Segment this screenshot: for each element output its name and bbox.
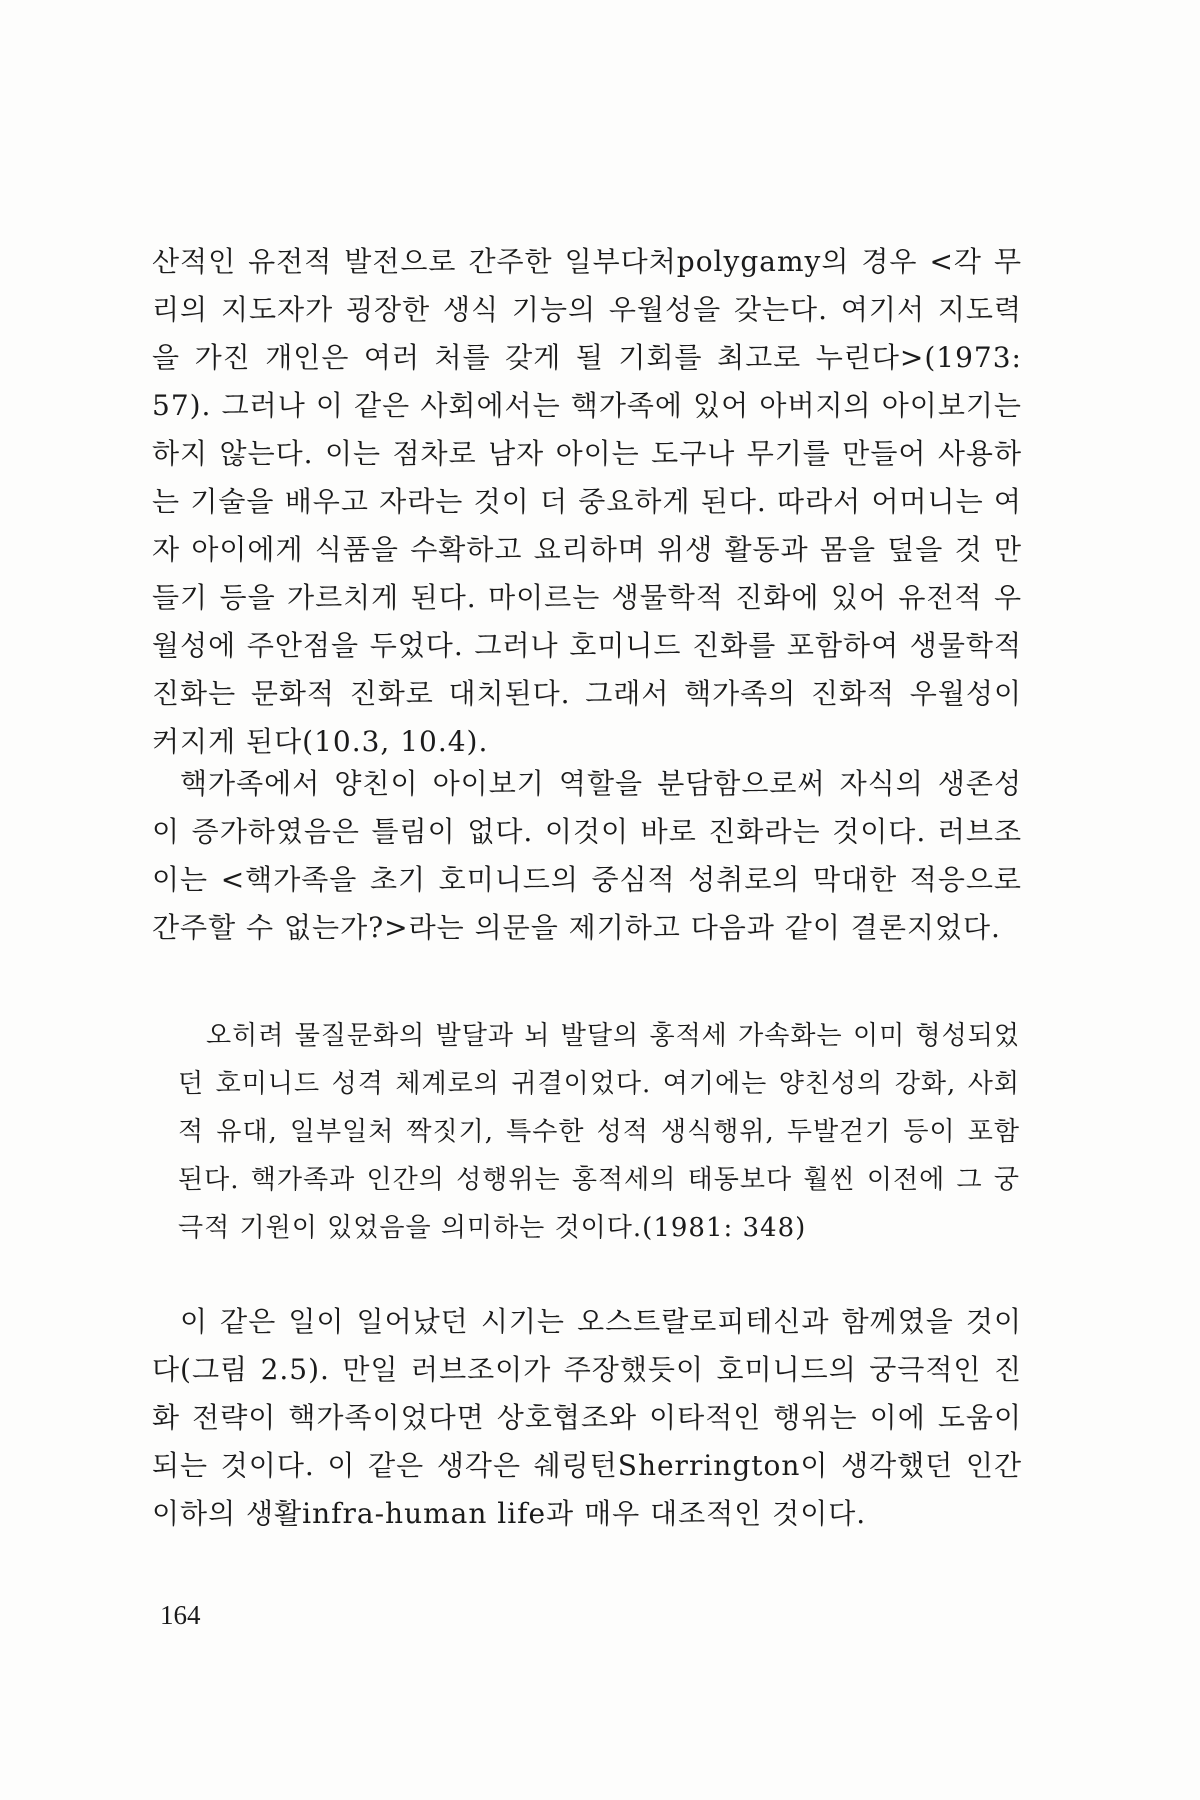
page-number: 164 <box>160 1600 201 1630</box>
body-paragraph-1: 산적인 유전적 발전으로 간주한 일부다처polygamy의 경우 <각 무리의 지도자가 굉장한 생식 기능의 우월성을 갖는다. 여기서 지도력을 가진 개인은 여러 처를 갖게 될 기회를 최고로 누린다>(1973: 57). 그러나 이 같은 사회에서는 핵가족에 있어 아버지의 아이보기는 하지 않는다. 이는 점차로 남자 아이는 도구나 무기를 만들어 사용하는 기술을 배우고 자라는 것이 더 중요하게 된다. 따라서 어머니는 여자 아이에게 식품을 수확하고 요리하며 위생 활동과 몸을 덮을 것 만들기 등을 가르치게 된다. 마이르는 생물학적 진화에 있어 유전적 우월성에 주안점을 두었다. 그러나 호미니드 진화를 포함하여 생물학적 진화는 문화적 진화로 대치된다. 그래서 핵가족의 진화적 우월성이 커지게 된다(10.3, 10.4). <box>152 245 1022 758</box>
body-paragraph-3: 이 같은 일이 일어났던 시기는 오스트랄로피테신과 함께였을 것이다(그림 2.5). 만일 러브조이가 주장했듯이 호미니드의 궁극적인 진화 전략이 핵가족이었다면 상호협조와 이타적인 행위는 이에 도움이 되는 것이다. 이 같은 생각은 쉐링턴Sherrington이 생각했던 인간 이하의 생활infra-human life과 매우 대조적인 것이다. <box>152 1305 1022 1530</box>
block-quote: 오히려 물질문화의 발달과 뇌 발달의 홍적세 가속화는 이미 형성되었던 호미니드 성격 체계로의 귀결이었다. 여기에는 양친성의 강화, 사회적 유대, 일부일처 짝짓기, 특수한 성적 생식행위, 두발걷기 등이 포함된다. 핵가족과 인간의 성행위는 홍적세의 태동보다 훨씬 이전에 그 궁극적 기원이 있었음을 의미하는 것이다.(1981: 348) <box>178 1021 1020 1243</box>
body-paragraph-2: 핵가족에서 양친이 아이보기 역할을 분담함으로써 자식의 생존성이 증가하였음은 틀림이 없다. 이것이 바로 진화라는 것이다. 러브조이는 <핵가족을 초기 호미니드의 중심적 성취로의 막대한 적응으로 간주할 수 없는가?>라는 의문을 제기하고 다음과 같이 결론지었다. <box>152 767 1022 944</box>
